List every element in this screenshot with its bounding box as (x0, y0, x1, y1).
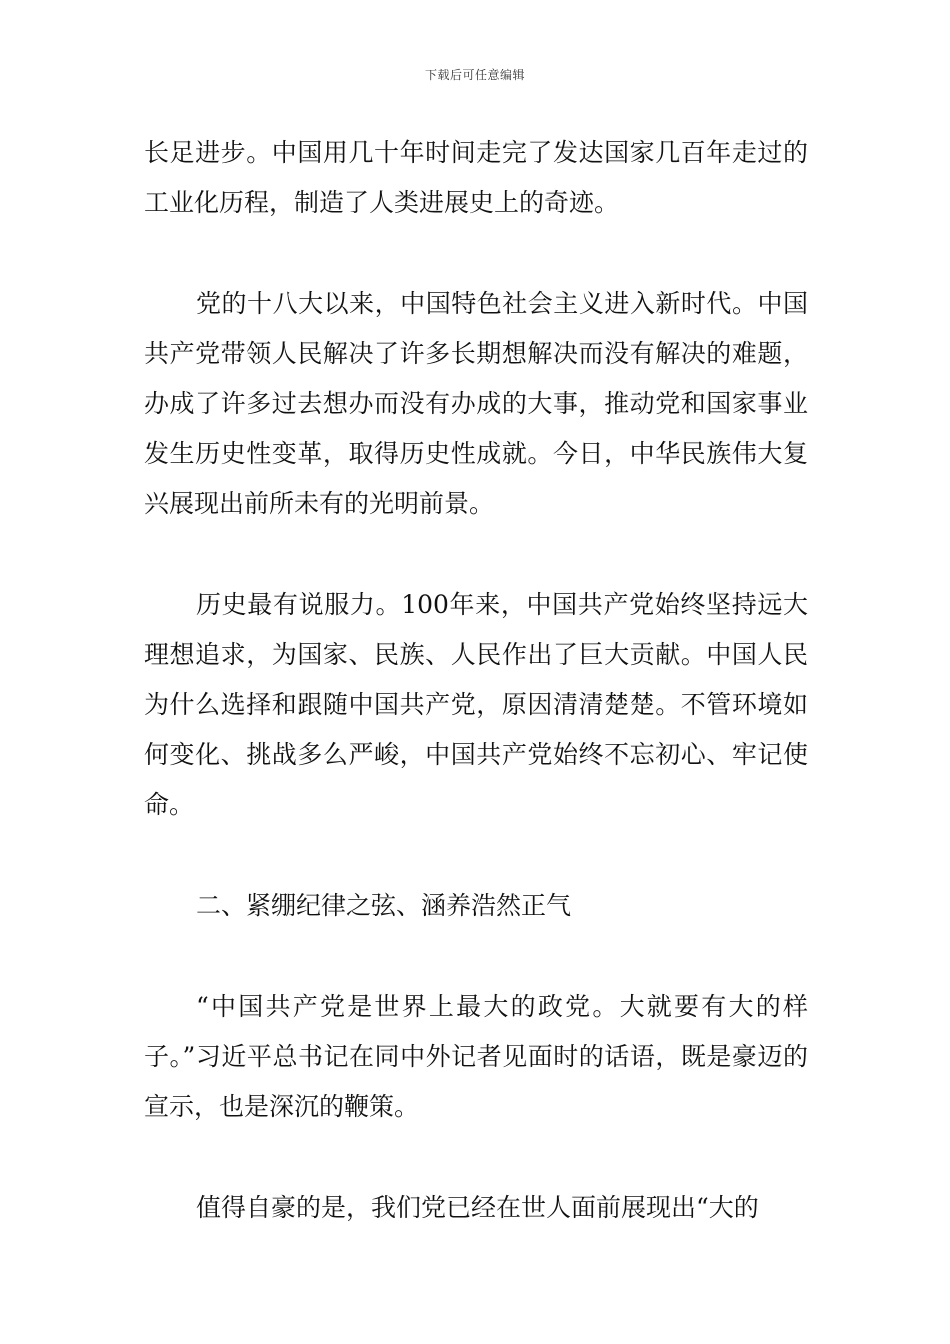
paragraph-3: 历史最有说服力。100年来，中国共产党始终坚持远大理想追求，为国家、民族、人民作出了巨大贡献。中国人民为什么选择和跟随中国共产党，原因清清楚楚。不管环境如何变化、挑战多么严峻，中国共产党始终不忘初心、牢记使命。 (144, 590, 808, 819)
paragraph-5: 值得自豪的是，我们党已经在世人面前展现出“大的 (196, 1193, 759, 1222)
paragraph-4: “中国共产党是世界上最大的政党。大就要有大的样子。”习近平总书记在同中外记者见面时的话语，既是豪迈的宣示，也是深沉的鞭策。 (144, 992, 808, 1121)
page-header: 下载后可任意编辑 (424, 68, 525, 82)
section-heading: 二、紧绷纪律之弦、涵养浩然正气 (196, 891, 572, 920)
paragraph-2: 党的十八大以来，中国特色社会主义进入新时代。中国共产党带领人民解决了许多长期想解决而没有解决的难题，办成了许多过去想办而没有办成的大事，推动党和国家事业发生历史性变革，取得历史性成就。今日，中华民族伟大复兴展现出前所未有的光明前景。 (144, 289, 808, 518)
document-body (144, 128, 808, 1284)
paragraph-1: 长足进步。中国用几十年时间走完了发达国家几百年走过的工业化历程，制造了人类进展史上的奇迹。 (144, 138, 808, 217)
